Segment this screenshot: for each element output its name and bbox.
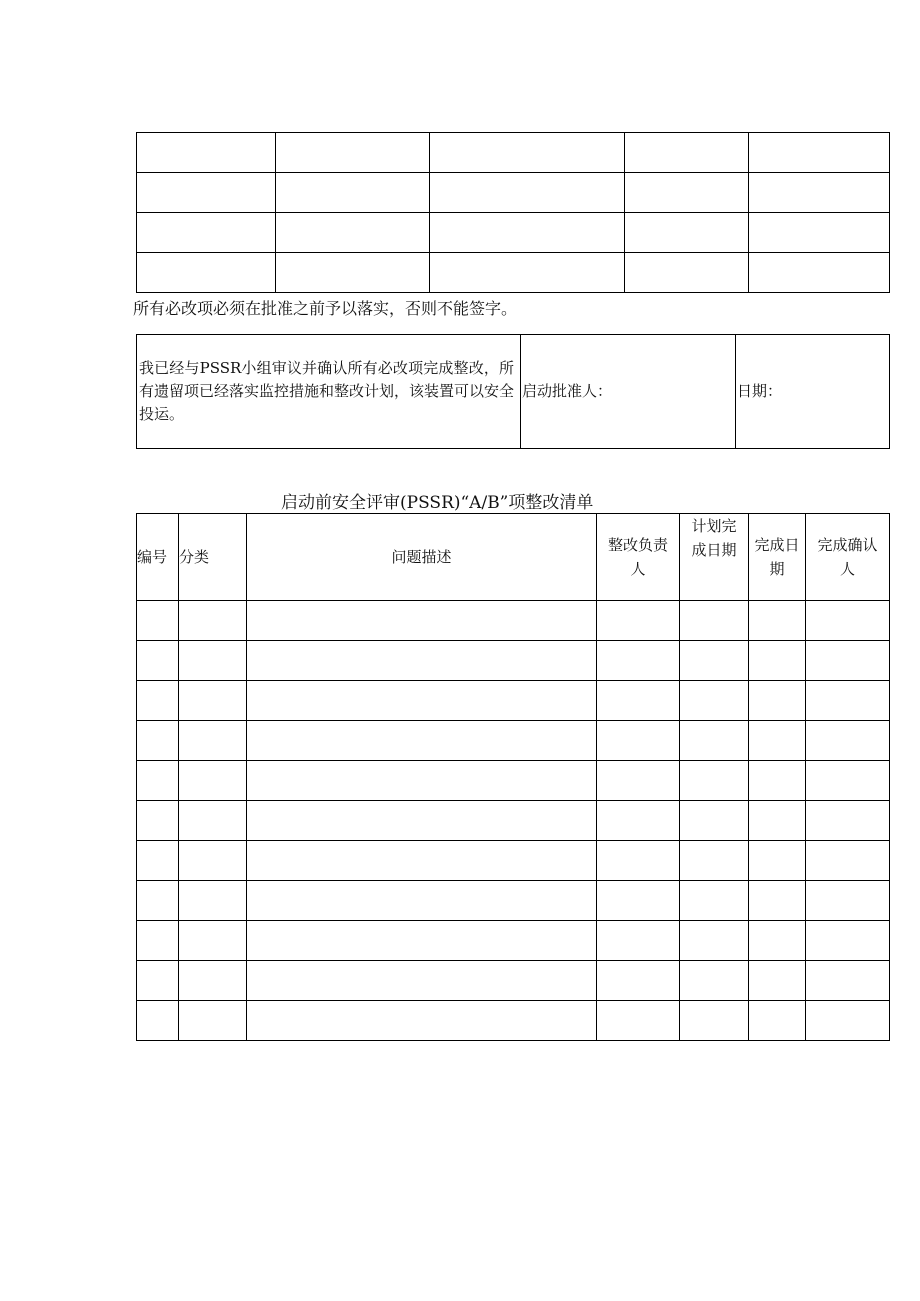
table-cell[interactable] <box>597 681 680 721</box>
top-grid-cell[interactable] <box>749 133 890 173</box>
top-grid-cell[interactable] <box>749 253 890 293</box>
table-cell[interactable] <box>597 641 680 681</box>
header-planned-date <box>680 514 749 601</box>
table-cell[interactable] <box>179 641 247 681</box>
table-cell[interactable] <box>749 841 806 881</box>
top-grid-cell[interactable] <box>430 173 625 213</box>
header-confirm-line2: 人 <box>839 560 855 578</box>
table-row <box>137 601 890 641</box>
top-grid-row <box>137 253 890 293</box>
table-cell[interactable] <box>680 1001 749 1041</box>
signing-note: 所有必改项必须在批准之前予以落实，否则不能签字。 <box>133 299 518 318</box>
top-grid-cell[interactable] <box>137 133 276 173</box>
top-grid-cell[interactable] <box>430 253 625 293</box>
table-cell[interactable] <box>597 921 680 961</box>
table-cell[interactable] <box>247 921 597 961</box>
table-cell[interactable] <box>247 801 597 841</box>
header-planned-line2: 成日期 <box>691 541 737 559</box>
table-cell[interactable] <box>597 881 680 921</box>
table-cell[interactable] <box>137 761 179 801</box>
table-row <box>137 841 890 881</box>
table-cell[interactable] <box>179 961 247 1001</box>
table-cell[interactable] <box>137 1001 179 1041</box>
table-cell[interactable] <box>680 841 749 881</box>
table-cell[interactable] <box>749 801 806 841</box>
header-done-line1: 完成日 <box>754 536 800 554</box>
header-no: 编号 <box>137 514 179 601</box>
approval-table <box>136 334 890 449</box>
table-cell[interactable] <box>179 721 247 761</box>
table-cell[interactable] <box>749 681 806 721</box>
table-cell[interactable] <box>179 601 247 641</box>
table-cell[interactable] <box>749 721 806 761</box>
table-cell[interactable] <box>680 641 749 681</box>
top-grid-row <box>137 133 890 173</box>
rectification-header-row <box>137 514 890 601</box>
table-cell[interactable] <box>247 641 597 681</box>
top-grid-cell[interactable] <box>430 133 625 173</box>
table-cell[interactable] <box>806 961 890 1001</box>
table-cell[interactable] <box>179 921 247 961</box>
table-cell[interactable] <box>597 961 680 1001</box>
table-cell[interactable] <box>137 641 179 681</box>
table-cell[interactable] <box>680 801 749 841</box>
top-grid-cell[interactable] <box>137 173 276 213</box>
top-grid-cell[interactable] <box>749 173 890 213</box>
table-cell[interactable] <box>749 761 806 801</box>
table-cell[interactable] <box>597 801 680 841</box>
top-grid-cell[interactable] <box>276 253 430 293</box>
top-grid-cell[interactable] <box>137 253 276 293</box>
table-cell[interactable] <box>247 761 597 801</box>
approval-row <box>137 335 890 449</box>
table-cell[interactable] <box>597 1001 680 1041</box>
header-owner-line1: 整改负责 <box>607 536 668 554</box>
table-cell[interactable] <box>247 961 597 1001</box>
header-description: 问题描述 <box>247 514 597 601</box>
table-row <box>137 881 890 921</box>
top-grid-cell[interactable] <box>276 133 430 173</box>
approval-date-field[interactable]: 日期： <box>736 335 890 449</box>
table-cell[interactable] <box>806 801 890 841</box>
table-cell[interactable] <box>806 921 890 961</box>
header-category: 分类 <box>179 514 247 601</box>
header-owner-line2: 人 <box>630 560 646 578</box>
table-cell[interactable] <box>749 641 806 681</box>
table-cell[interactable] <box>179 801 247 841</box>
table-cell[interactable] <box>137 881 179 921</box>
table-cell[interactable] <box>680 921 749 961</box>
table-cell[interactable] <box>680 761 749 801</box>
table-cell[interactable] <box>137 961 179 1001</box>
table-cell[interactable] <box>137 601 179 641</box>
table-cell[interactable] <box>137 921 179 961</box>
header-done-line2: 期 <box>769 560 785 578</box>
table-cell[interactable] <box>806 761 890 801</box>
table-row <box>137 681 890 721</box>
table-row <box>137 961 890 1001</box>
table-cell[interactable] <box>749 881 806 921</box>
top-grid-table <box>136 132 890 293</box>
rectification-table <box>136 513 890 1041</box>
table-cell[interactable] <box>179 681 247 721</box>
table-cell[interactable] <box>680 721 749 761</box>
table-cell[interactable] <box>749 601 806 641</box>
table-cell[interactable] <box>247 721 597 761</box>
top-grid-cell[interactable] <box>276 173 430 213</box>
header-owner <box>597 514 680 601</box>
table-cell[interactable] <box>806 601 890 641</box>
table-cell[interactable] <box>806 841 890 881</box>
top-grid-cell[interactable] <box>625 173 749 213</box>
table-cell[interactable] <box>749 921 806 961</box>
table-cell[interactable] <box>597 601 680 641</box>
header-planned-line1: 计划完 <box>691 517 737 535</box>
table-cell[interactable] <box>806 1001 890 1041</box>
table-cell[interactable] <box>680 601 749 641</box>
table-cell[interactable] <box>247 881 597 921</box>
top-grid-cell[interactable] <box>625 133 749 173</box>
top-grid-row <box>137 213 890 253</box>
top-grid-cell[interactable] <box>749 213 890 253</box>
table-cell[interactable] <box>137 721 179 761</box>
rectification-list-title: 启动前安全评审(PSSR)“A/B”项整改清单 <box>281 493 594 513</box>
top-grid-cell[interactable] <box>137 213 276 253</box>
top-grid-row <box>137 173 890 213</box>
top-grid-cell[interactable] <box>625 213 749 253</box>
table-row <box>137 721 890 761</box>
table-cell[interactable] <box>680 681 749 721</box>
table-cell[interactable] <box>179 761 247 801</box>
header-confirm-line1: 完成确认 <box>817 536 878 554</box>
top-grid-body <box>137 133 890 293</box>
header-done-date <box>749 514 806 601</box>
table-cell[interactable] <box>806 641 890 681</box>
table-row <box>137 921 890 961</box>
table-cell[interactable] <box>137 841 179 881</box>
table-cell[interactable] <box>597 761 680 801</box>
top-grid-cell[interactable] <box>276 213 430 253</box>
table-cell[interactable] <box>749 1001 806 1041</box>
table-cell[interactable] <box>749 961 806 1001</box>
top-grid-cell[interactable] <box>430 213 625 253</box>
table-cell[interactable] <box>247 1001 597 1041</box>
table-cell[interactable] <box>137 681 179 721</box>
approval-statement: 我已经与PSSR小组审议并确认所有必改项完成整改，所有遗留项已经落实监控措施和整改计划，该装置可以安全投运。 <box>137 335 521 449</box>
table-cell[interactable] <box>680 961 749 1001</box>
table-row <box>137 641 890 681</box>
approver-signature-field[interactable]: 启动批准人： <box>521 335 736 449</box>
table-row <box>137 801 890 841</box>
table-cell[interactable] <box>597 721 680 761</box>
top-grid-cell[interactable] <box>625 253 749 293</box>
table-cell[interactable] <box>806 681 890 721</box>
table-cell[interactable] <box>247 681 597 721</box>
table-cell[interactable] <box>247 601 597 641</box>
table-cell[interactable] <box>806 721 890 761</box>
table-cell[interactable] <box>597 841 680 881</box>
table-cell[interactable] <box>179 1001 247 1041</box>
table-cell[interactable] <box>806 881 890 921</box>
table-cell[interactable] <box>680 881 749 921</box>
table-cell[interactable] <box>179 841 247 881</box>
table-row <box>137 1001 890 1041</box>
table-cell[interactable] <box>247 841 597 881</box>
table-cell[interactable] <box>179 881 247 921</box>
table-cell[interactable] <box>137 801 179 841</box>
header-confirm <box>806 514 890 601</box>
table-row <box>137 761 890 801</box>
